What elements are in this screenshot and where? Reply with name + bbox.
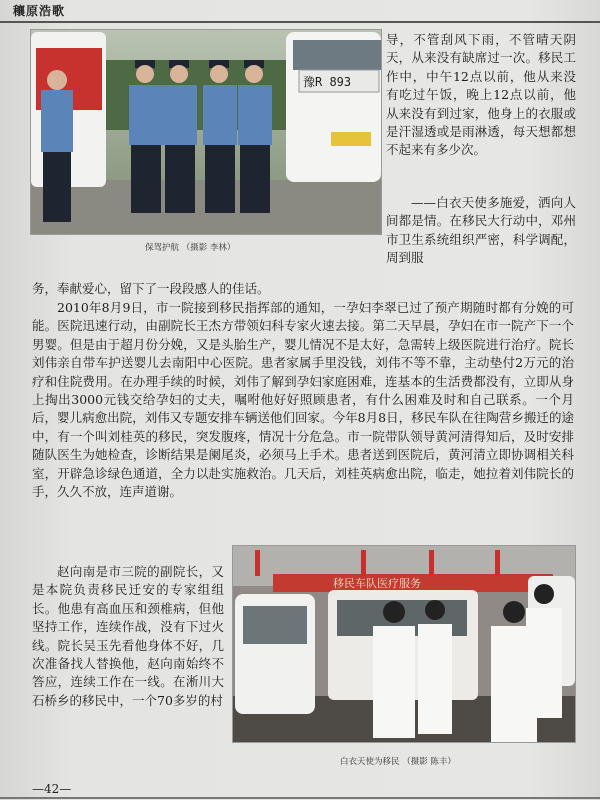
photo-police-escort: [30, 29, 382, 235]
photo-medical-staff-image: [233, 546, 575, 742]
article-paragraph: 导，不管刮风下雨，不管晴天阴天，从来没有缺席过一次。移民工作中，中午12点以前，他从来没有吃过午饭，晚上12点以前，他从来没有到过家，他身上的衣服或是汗湿透或是雨淋透，每天想都想不起来有多少次。: [386, 32, 576, 158]
photo-medical-staff: [232, 545, 576, 743]
footer-rule: [0, 797, 600, 799]
left-column-paragraph: 赵向南是市三院的副院长，又是本院负责移民迁安的专家组组长。他患有高血压和颈椎病，但他坚持工作，连续作战，没有下过火线。院长吴玉先看他身体不好，几次准备找人替换他，赵向南始终不答应，连续工作在一线。在淅川大石桥乡的移民中，一个70多岁的村: [32, 564, 224, 708]
right-column-paragraph: [386, 31, 576, 160]
full-width-line: 务，奉献爱心，留下了一段段感人的佳话。: [32, 281, 270, 296]
photo-caption: 白衣天使为移民 （摄影 陈丰）: [340, 757, 456, 767]
running-header: 穰原浩歌: [13, 4, 66, 18]
header-rule: [0, 21, 600, 23]
banner-text: 移民车队医疗服务: [333, 577, 421, 590]
bus-sign: 豫R 893: [303, 75, 352, 89]
right-column-paragraph-2: [386, 194, 576, 268]
full-width-paragraph: 2010年8月9日，市一院接到移民指挥部的通知，一孕妇李翠已过了预产期随时都有分娩的可能。医院迅速行动，由副院长王杰方带领妇科专家火速去接。第二天早晨，孕妇在市一院产下一个男婴。但是由于超月份分娩，又是头胎生产，婴儿情况不是太好，急需转上级医院进行治疗。院长刘伟亲自带车护送婴儿去南阳中心医院。患者家属手里没钱，刘伟不等不靠，主动垫付2万元的治疗和住院费用。在办理手续的时候，刘伟了解到孕妇家庭困难，连基本的生活费都没有，立即从身上掏出3000元钱交给孕妇的丈夫，嘱咐他好好照顾患者，有什么困难及时和自己联系。一个月后，婴儿病愈出院，刘伟又专题安排车辆送他们回家。今年8月8日，移民车队在往陶营乡搬迁的途中，有一个叫刘桂英的移民，突发腹疼，情况十分危急。市一院带队领导黄河清得知后，及时安排随队医生为她检查，诊断结果是阑尾炎，必须马上手术。患者送到医院后，黄河清立即协调相关科室，开辟急诊绿色通道，全力以赴实施救治。几天后，刘桂英病愈出院，临走，她拉着刘伟院长的手，久久不放，连声道谢。: [32, 300, 574, 500]
page-number: —42—: [32, 782, 72, 796]
article-paragraph: ——白衣天使多施爱，洒向人间都是情。在移民大行动中，邓州市卫生系统组织严密，科学调配，周到服: [386, 195, 576, 266]
photo-police-escort-image: [31, 30, 381, 234]
photo-caption: 保驾护航 （摄影 李林）: [145, 243, 236, 253]
